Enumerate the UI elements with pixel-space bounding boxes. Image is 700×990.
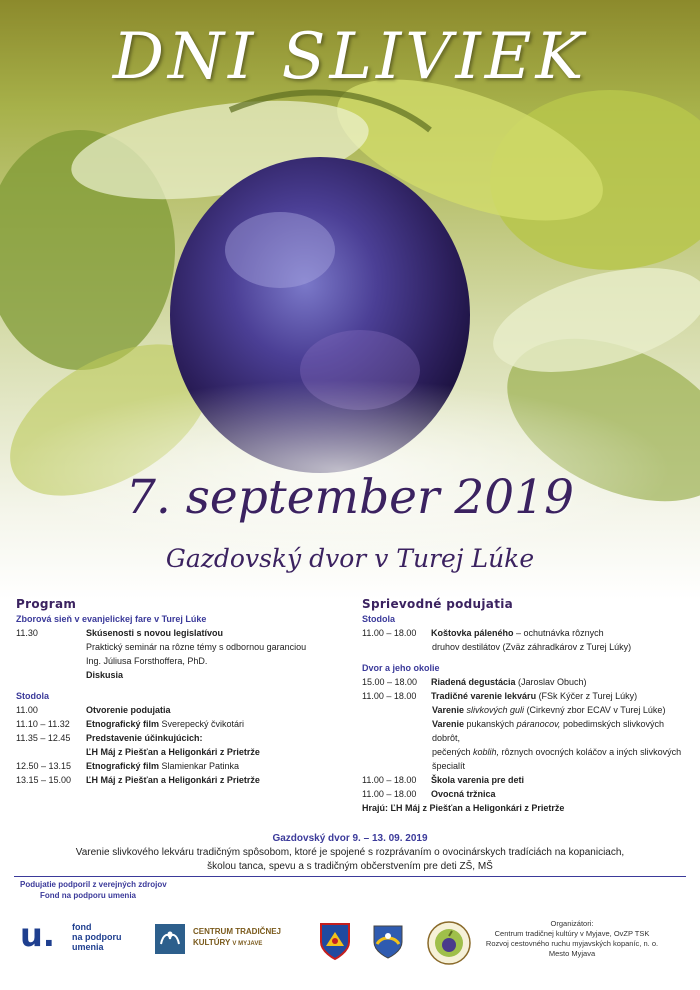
side-note: (Cirkevný zbor ECAV v Turej Lúke) bbox=[524, 705, 666, 715]
program-detail: Praktický seminár na rôzne témy s odbornou garanciou bbox=[86, 642, 307, 652]
ctk-logo bbox=[155, 924, 305, 956]
side-detail: druhov destilátov (Zväz záhradkárov z Turej Lúky) bbox=[432, 642, 632, 652]
side-time: 15.00 – 18.00 bbox=[362, 677, 418, 687]
side-time: 11.00 – 18.00 bbox=[362, 789, 417, 799]
side-note: koblih, bbox=[473, 747, 500, 757]
program-time bbox=[16, 745, 86, 759]
side-event: Varenie bbox=[432, 719, 465, 729]
side-row bbox=[362, 675, 692, 689]
program-event: Predstavenie účinkujúcich: bbox=[86, 733, 203, 743]
poster-title: DNI SLIVIEK bbox=[112, 20, 588, 94]
side-detail: špecialít bbox=[432, 761, 466, 771]
side-detail bbox=[362, 717, 692, 745]
side-event: Varenie bbox=[432, 705, 467, 715]
organizers-heading: Organizátori: bbox=[550, 919, 594, 928]
program-event: ĽH Máj z Piešťan a Heligonkári z Prietrže bbox=[86, 775, 260, 785]
program-row bbox=[16, 773, 346, 787]
fpu-text: fond bbox=[72, 922, 92, 932]
ctk-text: KULTÚRY bbox=[193, 938, 231, 947]
ctk-text: V MYJAVE bbox=[232, 941, 263, 947]
footer-info bbox=[0, 832, 700, 874]
side-event: Škola varenia pre deti bbox=[431, 775, 525, 785]
side-row bbox=[362, 787, 692, 801]
program-time: 11.10 – 11.32 bbox=[16, 719, 70, 729]
program-event: Etnografický film bbox=[86, 719, 160, 729]
side-row bbox=[362, 773, 692, 787]
program-row bbox=[16, 703, 346, 717]
side-detail bbox=[362, 745, 692, 759]
program-row bbox=[16, 626, 346, 640]
organizer-line: Centrum tradičnej kultúry v Myjave, OvZP TSK bbox=[494, 929, 650, 938]
fpu-logo bbox=[20, 916, 130, 960]
side-row bbox=[362, 689, 692, 703]
side-venue-stodola: Stodola bbox=[362, 614, 395, 624]
side-music: Hrajú: ĽH Máj z Piešťan a Heligonkári z Prietrže bbox=[362, 803, 565, 813]
side-event: Ovocná tržnica bbox=[431, 789, 496, 799]
program-time: 11.35 – 12.45 bbox=[16, 733, 71, 743]
program-detail: Ing. Júliusa Forsthoffera, PhD. bbox=[86, 656, 208, 666]
program-row bbox=[16, 759, 346, 773]
tsk-coat-of-arms-icon bbox=[318, 922, 352, 962]
divider bbox=[14, 876, 686, 877]
fpu-mark: u. bbox=[20, 916, 55, 954]
organizers bbox=[462, 919, 682, 959]
side-time: 11.00 – 18.00 bbox=[362, 775, 417, 785]
program-time: 11.00 bbox=[16, 705, 38, 715]
organizer-line: Rozvoj cestovného ruchu myjavských kopaníc, n. o. bbox=[485, 939, 659, 948]
program-heading: Program bbox=[16, 597, 77, 611]
program-row bbox=[16, 731, 346, 745]
program-event: ĽH Máj z Piešťan a Heligonkári z Prietrže bbox=[86, 747, 260, 757]
ctk-emblem-icon bbox=[155, 924, 185, 954]
program-time: 13.15 – 15.00 bbox=[16, 775, 72, 785]
program-row bbox=[16, 717, 346, 731]
side-note: (FSk Kýčer z Turej Lúky) bbox=[536, 691, 638, 701]
side-events-column bbox=[362, 596, 692, 815]
program-time: 11.30 bbox=[16, 628, 38, 638]
program-note: Sverepecký čvikotári bbox=[159, 719, 245, 729]
side-heading: Sprievodné podujatia bbox=[362, 597, 514, 611]
program-row bbox=[16, 745, 346, 759]
side-time: 11.00 – 18.00 bbox=[362, 691, 417, 701]
support-note bbox=[20, 879, 167, 901]
fpu-text: na podporu bbox=[72, 932, 122, 942]
side-event: Koštovka páleného bbox=[431, 628, 514, 638]
side-note: (Jaroslav Obuch) bbox=[515, 677, 587, 687]
side-detail bbox=[362, 703, 692, 717]
program-venue-fara: Zborová sieň v evanjelickej fare v Turej Lúke bbox=[16, 614, 207, 624]
program-event: Etnografický film bbox=[86, 761, 160, 771]
side-time: 11.00 – 18.00 bbox=[362, 628, 417, 638]
side-note: pobedimských slivkových dobrôt, bbox=[432, 719, 664, 743]
program-event: Otvorenie podujatia bbox=[86, 705, 171, 715]
support-line: Podujatie podporil z verejných zdrojov bbox=[20, 880, 167, 889]
program-event: Skúsenosti s novou legislatívou bbox=[86, 628, 224, 638]
side-note: – ochutnávka rôznych bbox=[513, 628, 604, 638]
ctk-text: CENTRUM TRADIČNEJ bbox=[193, 927, 281, 936]
program-time: 12.50 – 13.15 bbox=[16, 761, 72, 771]
side-note: pečených bbox=[432, 747, 474, 757]
fpu-text: umenia bbox=[72, 942, 104, 952]
program-venue-stodola: Stodola bbox=[16, 691, 49, 701]
myjava-coat-of-arms-icon bbox=[372, 924, 404, 960]
program-note: Slamienkar Patinka bbox=[159, 761, 240, 771]
program-detail: Diskusia bbox=[86, 670, 124, 680]
side-event: Riadená degustácia bbox=[431, 677, 516, 687]
program-column bbox=[16, 596, 346, 787]
event-date: 7. september 2019 bbox=[126, 470, 574, 525]
side-note: rôznych ovocných koláčov a iných slivkových bbox=[499, 747, 682, 757]
side-venue-dvor: Dvor a jeho okolie bbox=[362, 663, 440, 673]
footer-heading: Gazdovský dvor 9. – 13. 09. 2019 bbox=[272, 833, 428, 844]
side-event: Tradičné varenie lekváru bbox=[431, 691, 537, 701]
side-note: pukanských bbox=[464, 719, 517, 729]
organizer-line: Mesto Myjava bbox=[548, 949, 596, 958]
footer-line: Varenie slivkového lekváru tradičným spôsobom, ktoré je spojené s rozprávaním o ovocinárskych tradíciách na kopaniciach, bbox=[75, 847, 625, 858]
side-row bbox=[362, 626, 692, 640]
event-place: Gazdovský dvor v Turej Lúke bbox=[165, 544, 535, 573]
side-note: slivkových guli bbox=[466, 705, 525, 715]
footer-line: školou tanca, spevu a s tradičným občerstvením pre deti ZŠ, MŠ bbox=[207, 861, 493, 872]
side-note: páranocov, bbox=[516, 719, 561, 729]
support-line: Fond na podporu umenia bbox=[40, 891, 136, 900]
